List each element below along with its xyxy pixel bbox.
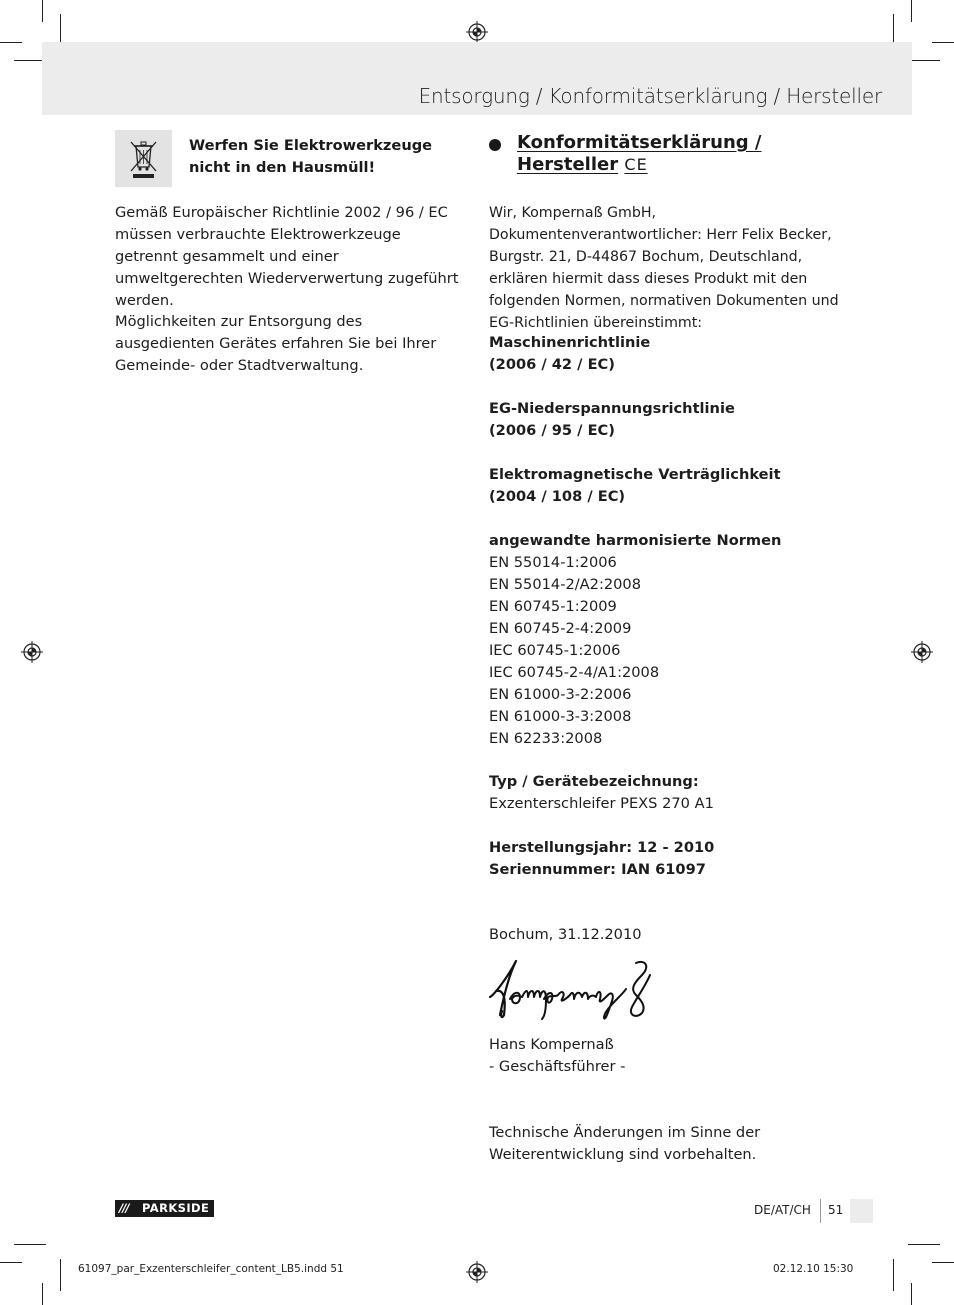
crop-mark xyxy=(14,1244,46,1245)
crossed-out-wheelie-bin-icon xyxy=(115,130,172,187)
crop-mark xyxy=(908,60,940,61)
registration-mark-icon xyxy=(21,641,43,663)
standards-list xyxy=(489,552,849,750)
directive-block xyxy=(489,398,849,442)
signature xyxy=(486,955,666,1025)
standard-item: EN 55014-1:2006 xyxy=(489,554,617,571)
crop-mark xyxy=(908,1244,940,1245)
parkside-logo xyxy=(115,1200,214,1217)
signatory-block xyxy=(489,1034,849,1078)
serial-number: Seriennummer: IAN 61097 xyxy=(489,861,706,878)
crop-mark xyxy=(42,0,43,22)
production-block xyxy=(489,837,849,881)
type-value: Exzenterschleifer PEXS 270 A1 xyxy=(489,795,714,812)
disposal-icon-box xyxy=(115,130,172,187)
bullet-icon xyxy=(489,139,501,151)
page-title: Entsorgung / Konformitätserklärung / Hersteller xyxy=(418,84,882,108)
directive-code: (2004 / 108 / EC) xyxy=(489,488,626,505)
directive-code: (2006 / 95 / EC) xyxy=(489,422,615,439)
directive-block xyxy=(489,332,849,376)
disposal-warning: Werfen Sie Elektrowerkzeuge nicht in den Hausmüll! xyxy=(189,137,433,176)
place-date: Bochum, 31.12.2010 xyxy=(489,926,642,943)
standard-item: EN 60745-2-4:2009 xyxy=(489,620,632,637)
crop-mark xyxy=(893,1259,894,1291)
ce-mark-icon: CE xyxy=(624,155,648,174)
directive-name: Maschinenrichtlinie xyxy=(489,334,651,351)
crop-mark xyxy=(0,42,22,43)
technical-notice: Technische Änderungen im Sinne der Weiterentwicklung sind vorbehalten. xyxy=(489,1124,761,1163)
logo-slashes: /// xyxy=(119,1201,129,1215)
footer-region: DE/AT/CH xyxy=(754,1203,811,1217)
standard-item: EN 55014-2/A2:2008 xyxy=(489,576,641,593)
standards-block xyxy=(489,530,849,750)
signatory-role: - Geschäftsführer - xyxy=(489,1058,626,1075)
standard-item: EN 61000-3-2:2006 xyxy=(489,686,632,703)
slug-filename: 61097_par_Exzenterschleifer_content_LB5.indd 51 xyxy=(78,1263,344,1275)
crop-mark xyxy=(911,1283,912,1305)
footer-tab-marker xyxy=(850,1199,873,1223)
registration-mark-icon xyxy=(466,21,488,43)
crop-mark xyxy=(911,0,912,22)
type-block xyxy=(489,771,849,815)
directive-code: (2006 / 42 / EC) xyxy=(489,356,615,373)
footer-divider xyxy=(820,1199,821,1223)
slug-timestamp: 02.12.10 15:30 xyxy=(773,1263,854,1275)
crop-mark xyxy=(932,1262,954,1263)
directive-name: EG-Niederspannungsrichtlinie xyxy=(489,400,735,417)
crop-mark xyxy=(0,1262,22,1263)
standard-item: IEC 60745-1:2006 xyxy=(489,642,621,659)
directive-name: Elektromagnetische Verträglichkeit xyxy=(489,466,781,483)
signatory-name: Hans Kompernaß xyxy=(489,1036,614,1053)
conformity-intro: Wir, Kompernaß GmbH, Dokumentenverantwortlicher: Herr Felix Becker, Burgstr. 21, D-44867 Bochum, Deutschland, erklären hiermit dass dieses Produkt mit den folgenden Normen, normativen Dokumenten und EG-Richtlinien übereinstimmt: xyxy=(489,205,839,331)
disposal-paragraph: Möglichkeiten zur Entsorgung des ausgedienten Gerätes erfahren Sie bei Ihrer Gemeinde- oder Stadtverwaltung. xyxy=(115,313,437,374)
disposal-paragraph: Gemäß Europäischer Richtlinie 2002 / 96 / EC müssen verbrauchte Elektrowerkzeuge getrennt gesammelt und einer umweltgerechten Wiederverwertung zugeführt werden. xyxy=(115,204,459,309)
directive-block xyxy=(489,464,849,508)
production-year: Herstellungsjahr: 12 - 2010 xyxy=(489,839,715,856)
section-heading-line: Konformitätserklärung / xyxy=(517,132,762,153)
crop-mark xyxy=(42,1283,43,1305)
standard-item: IEC 60745-2-4/A1:2008 xyxy=(489,664,660,681)
section-heading-line: Hersteller xyxy=(517,154,619,175)
standard-item: EN 62233:2008 xyxy=(489,730,603,747)
registration-mark-icon xyxy=(911,641,933,663)
registration-mark-icon xyxy=(466,1261,488,1283)
standards-heading: angewandte harmonisierte Normen xyxy=(489,532,782,549)
standard-item: EN 61000-3-3:2008 xyxy=(489,708,632,725)
crop-mark xyxy=(932,42,954,43)
standard-item: EN 60745-1:2009 xyxy=(489,598,617,615)
type-label: Typ / Gerätebezeichnung: xyxy=(489,773,699,790)
crop-mark xyxy=(60,1259,61,1291)
section-heading xyxy=(517,132,837,176)
logo-text: PARKSIDE xyxy=(142,1201,210,1215)
page-number: 51 xyxy=(828,1203,844,1217)
